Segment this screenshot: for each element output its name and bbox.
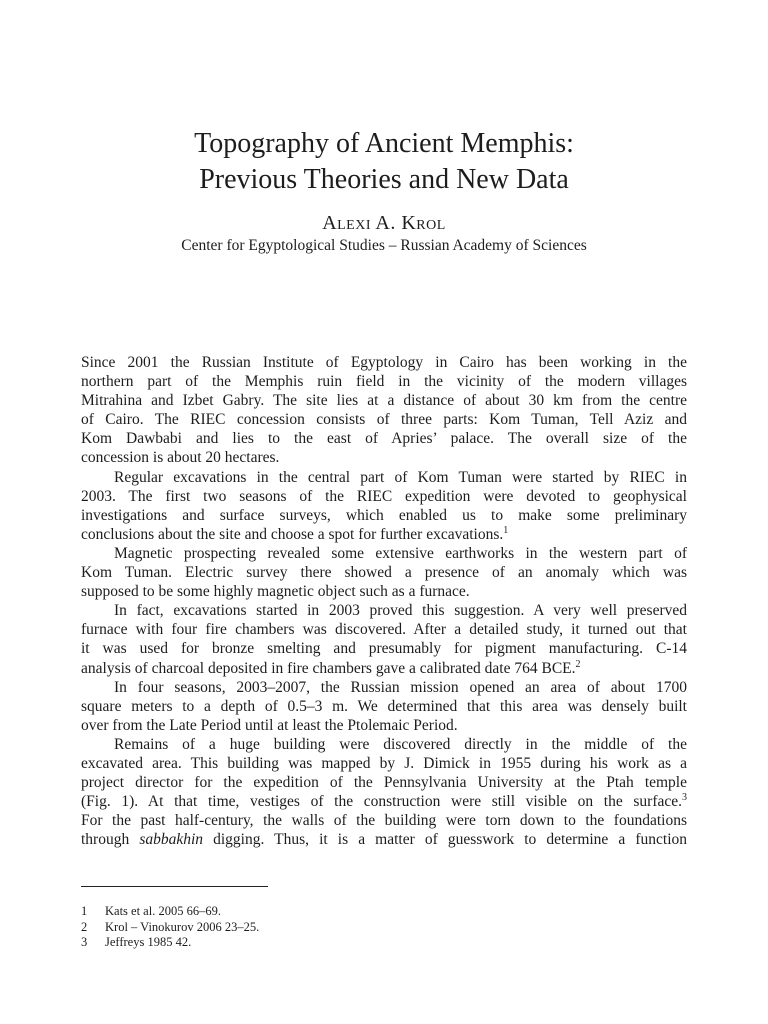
text-line: of Cairo. The RIEC concession consists of three parts: Kom Tuman, Tell Aziz and xyxy=(81,411,687,429)
paragraph-continuation xyxy=(81,811,687,849)
italic-term: sabbakhin xyxy=(139,831,204,849)
text-line-content: conclusions about the site and choose a spot for further excavations. xyxy=(81,525,504,543)
paragraph xyxy=(81,544,687,601)
footnote-divider xyxy=(81,886,268,887)
text-line: Remains of a huge building were discovered directly in the middle of the xyxy=(114,735,687,753)
text-segment: digging. Thus, it is a matter of guesswork to determine a function xyxy=(203,831,688,849)
paragraph xyxy=(81,678,687,735)
footnote-text: Jeffreys 1985 42. xyxy=(105,935,192,949)
text-line: Since 2001 the Russian Institute of Egyptology in Cairo has been working in the xyxy=(81,354,687,371)
text-line: supposed to be some highly magnetic object such as a furnace. xyxy=(81,583,470,601)
footnote-number: 1 xyxy=(81,904,88,918)
text-line xyxy=(81,525,687,544)
article-title xyxy=(0,126,768,198)
text-line: concession is about 20 hectares. xyxy=(81,449,280,467)
text-line: project director for the expedition of the Pennsylvania University at the Ptah temple xyxy=(81,774,687,792)
text-line xyxy=(81,792,687,811)
author-affiliation: Center for Egyptological Studies – Russian Academy of Sciences xyxy=(181,237,587,254)
text-line: For the past half-century, the walls of the building were torn down to the foundations xyxy=(81,812,687,830)
paragraph xyxy=(81,353,687,468)
text-line: northern part of the Memphis ruin field in the vicinity of the modern villages xyxy=(81,373,687,391)
text-line: over from the Late Period until at least the Ptolemaic Period. xyxy=(81,716,458,734)
paragraph xyxy=(81,735,687,811)
footnotes xyxy=(81,904,259,951)
article-body xyxy=(81,353,687,849)
text-line: Kom Dawbabi and lies to the east of Apries’ palace. The overall size of the xyxy=(81,430,687,448)
footnote-text: Krol – Vinokurov 2006 23–25. xyxy=(105,919,260,934)
text-line: it was used for bronze smelting and presumably for pigment manufacturing. C-14 xyxy=(81,640,687,658)
text-segment: through xyxy=(81,831,140,849)
footnote-number: 3 xyxy=(81,935,88,949)
text-line-content: (Fig. 1). At that time, vestiges of the construction were still visible on the surface. xyxy=(81,793,682,811)
footnote-text: Kats et al. 2005 66–69. xyxy=(105,904,221,918)
text-line: Mitrahina and Izbet Gabry. The site lies at a distance of about 30 km from the centre xyxy=(81,392,687,410)
text-line: square meters to a depth of 0.5–3 m. We determined that this area was densely built xyxy=(81,697,687,715)
footnote-reference[interactable]: 3 xyxy=(682,792,687,804)
text-line xyxy=(81,830,687,849)
title-line-1: Topography of Ancient Memphis: xyxy=(194,128,574,159)
text-line: Magnetic prospecting revealed some extensive earthworks in the western part of xyxy=(114,544,687,562)
text-line: In four seasons, 2003–2007, the Russian mission opened an area of about 1700 xyxy=(114,678,687,696)
text-line: excavated area. This building was mapped by J. Dimick in 1955 during his work as a xyxy=(81,754,687,772)
text-line: Kom Tuman. Electric survey there showed a presence of an anomaly which was xyxy=(81,564,687,582)
title-line-2: Previous Theories and New Data xyxy=(199,164,569,195)
footnote-number: 2 xyxy=(81,919,88,934)
footnote-reference[interactable]: 2 xyxy=(575,658,581,670)
paragraph xyxy=(81,601,687,677)
text-line: Regular excavations in the central part of Kom Tuman were started by RIEC in xyxy=(114,468,687,486)
text-line: 2003. The first two seasons of the RIEC expedition were devoted to geophysical xyxy=(81,487,687,505)
text-line: investigations and surface surveys, which enabled us to make some preliminary xyxy=(81,506,687,524)
footnote xyxy=(81,904,259,920)
author-name: Alexi A. Krol xyxy=(322,212,446,234)
text-line: In fact, excavations started in 2003 proved this suggestion. A very well preserved xyxy=(114,602,687,620)
text-line xyxy=(81,659,687,678)
text-line-content: analysis of charcoal deposited in fire chambers gave a calibrated date 764 BCE. xyxy=(81,659,576,677)
paragraph xyxy=(81,468,687,544)
footnote-reference[interactable]: 1 xyxy=(503,524,509,536)
text-line: furnace with four fire chambers was discovered. After a detailed study, it turned out that xyxy=(81,621,687,639)
footnote xyxy=(81,935,259,951)
footnote xyxy=(81,920,259,936)
